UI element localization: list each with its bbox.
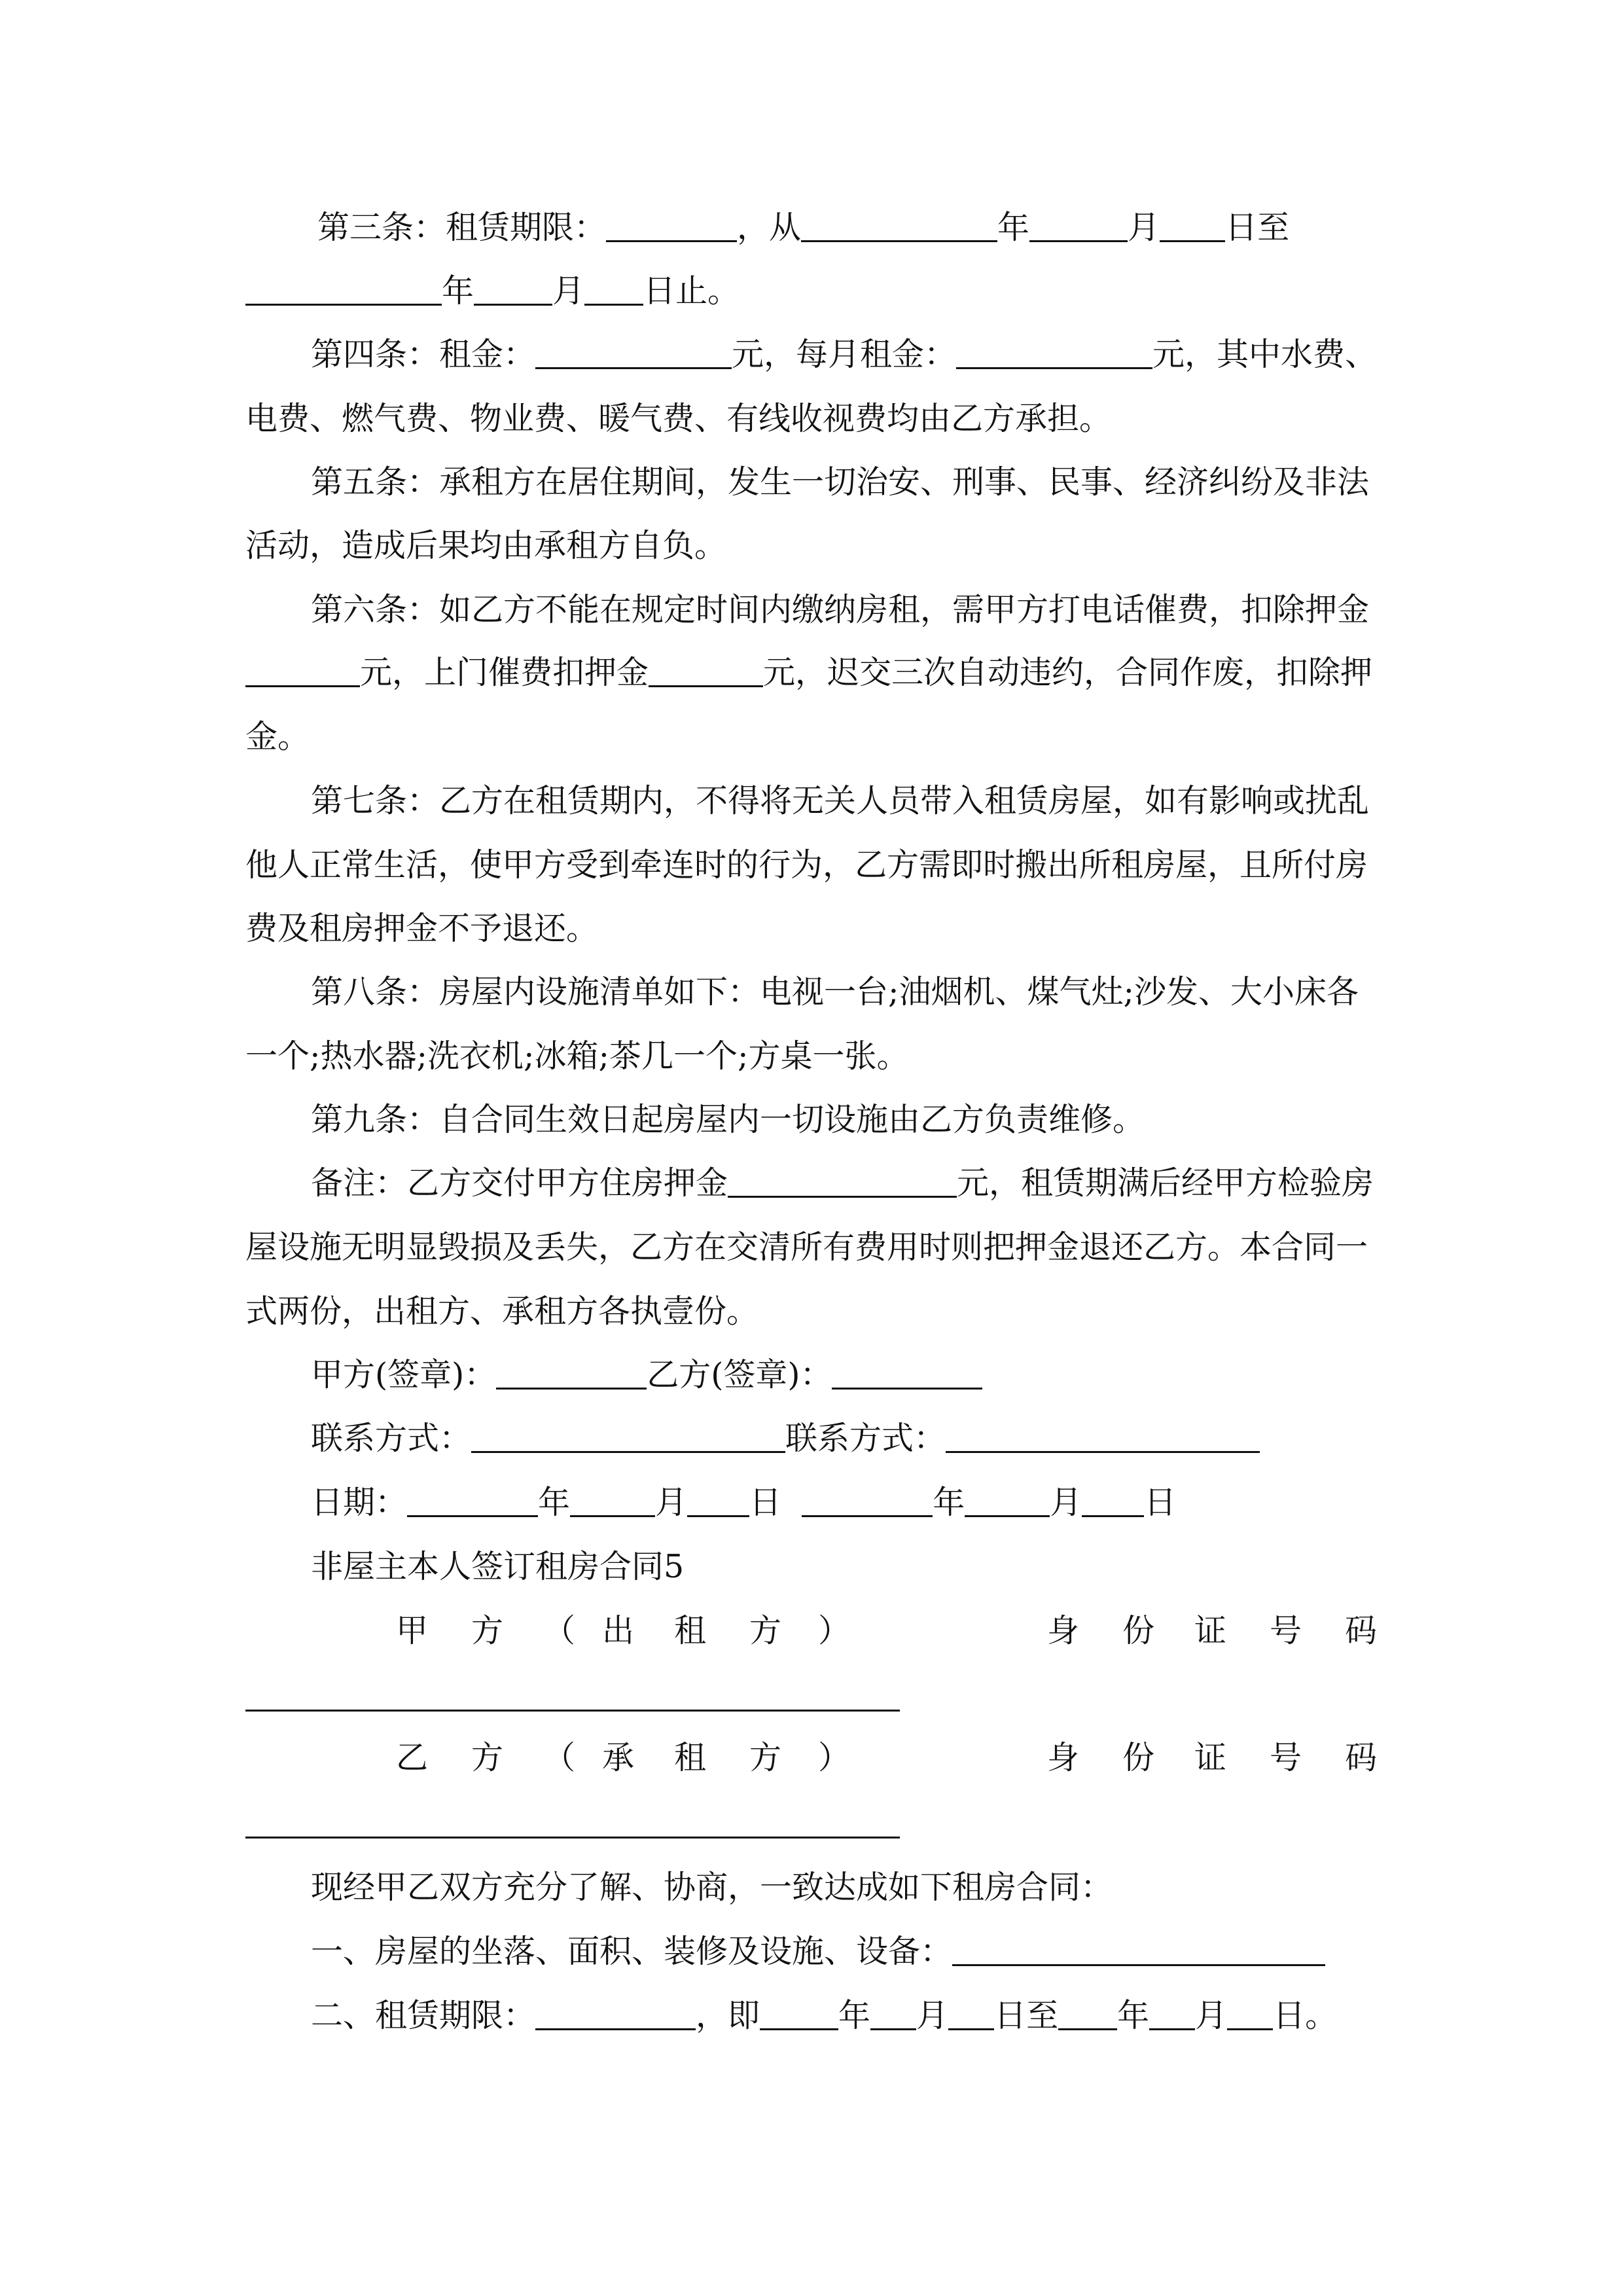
article8-line1: 第八条：房屋内设施清单如下：电视一台;油烟机、煤气灶;沙发、大小床各 [311, 973, 1359, 1011]
article5-line1: 第五条：承租方在居住期间，发生一切治安、刑事、民事、经济纠纷及非法 [311, 463, 1370, 501]
article7-line1: 第七条：乙方在租赁期内，不得将无关人员带入租赁房屋，如有影响或扰乱 [311, 782, 1370, 819]
article8-line2: 一个;热水器;洗衣机;冰箱;茶几一个;方桌一张。 [245, 1037, 909, 1075]
note-line3: 式两份，出租方、承租方各执壹份。 [245, 1293, 759, 1330]
contact-line: 联系方式： 联系方式： [311, 1419, 1260, 1458]
clause2-line: 二、租赁期限： ，即 年 月 日至 年 月 日。 [311, 1997, 1338, 2034]
start-day-blank [1160, 210, 1225, 242]
visit-deduction-blank [649, 655, 763, 687]
article5-line2: 活动，造成后果均由承租方自负。 [245, 527, 727, 564]
clause2-term-blank [535, 1998, 696, 2030]
article6-line3: 金。 [245, 718, 310, 755]
clause1-line: 一、房屋的坐落、面积、装修及设施、设备： [311, 1932, 1325, 1971]
lease-term-blank [606, 210, 737, 242]
article3-line2: 年 月 日止。 [245, 272, 740, 311]
end-month-blank [474, 274, 552, 306]
contract5-title: 非屋主本人签订租房合同5 [311, 1548, 685, 1585]
party-b-id-blank [245, 1837, 900, 1839]
article3-line1: 第三条：租赁期限： ，从 年 月 日至 [317, 209, 1290, 246]
monthly-rent-blank [956, 337, 1152, 369]
end-day-blank [584, 274, 643, 306]
property-details-blank [952, 1934, 1325, 1966]
start-year-blank [801, 210, 997, 242]
article4-line2: 电费、燃气费、物业费、暖气费、有线收视费均由乙方承担。 [245, 400, 1112, 437]
signature-line: 甲方(签章)： 乙方(签章)： [311, 1355, 982, 1395]
article9-line1: 第九条：自合同生效日起房屋内一切设施由乙方负责维修。 [311, 1101, 1145, 1138]
article6-line1: 第六条：如乙方不能在规定时间内缴纳房租，需甲方打电话催费，扣除押金 [311, 591, 1370, 628]
article6-line2: 元，上门催费扣押金 元，迟交三次自动违约，合同作废，扣除押 [245, 653, 1372, 692]
deduction-blank [245, 655, 360, 687]
deposit-blank [728, 1166, 957, 1198]
party-a-id-blank [245, 1710, 900, 1712]
note-line2: 屋设施无明显毁损及丢失，乙方在交清所有费用时则把押金退还乙方。本合同一 [245, 1229, 1368, 1266]
rent-blank [535, 337, 732, 369]
party-a-contact-blank [471, 1421, 785, 1453]
contract5-intro: 现经甲乙双方充分了解、协商，一致达成如下租房合同： [311, 1869, 1113, 1906]
article7-line3: 费及租房押金不予退还。 [245, 910, 599, 947]
article7-line2: 他人正常生活，使甲方受到牵连时的行为，乙方需即时搬出所租房屋，且所付房 [245, 846, 1368, 884]
end-year-blank [245, 274, 442, 306]
party-b-signature-blank [832, 1357, 982, 1390]
party-a-line: 甲 方 （ 出 租 方 ） 身 份 证 号 码 [396, 1612, 1378, 1649]
date-line: 日期： 年 月 日 年 月 日 [311, 1484, 1177, 1521]
party-b-contact-blank [946, 1421, 1260, 1453]
party-b-line: 乙 方 （ 承 租 方 ） 身 份 证 号 码 [396, 1739, 1378, 1776]
article3-label: 第三条：租赁期限： [317, 209, 607, 246]
start-month-blank [1029, 210, 1128, 242]
article4-line1: 第四条：租金： 元，每月租金： 元，其中水费、 [311, 336, 1378, 373]
party-a-signature-blank [496, 1357, 647, 1390]
note-line1: 备注：乙方交付甲方住房押金 元，租赁期满后经甲方检验房 [311, 1164, 1374, 1202]
